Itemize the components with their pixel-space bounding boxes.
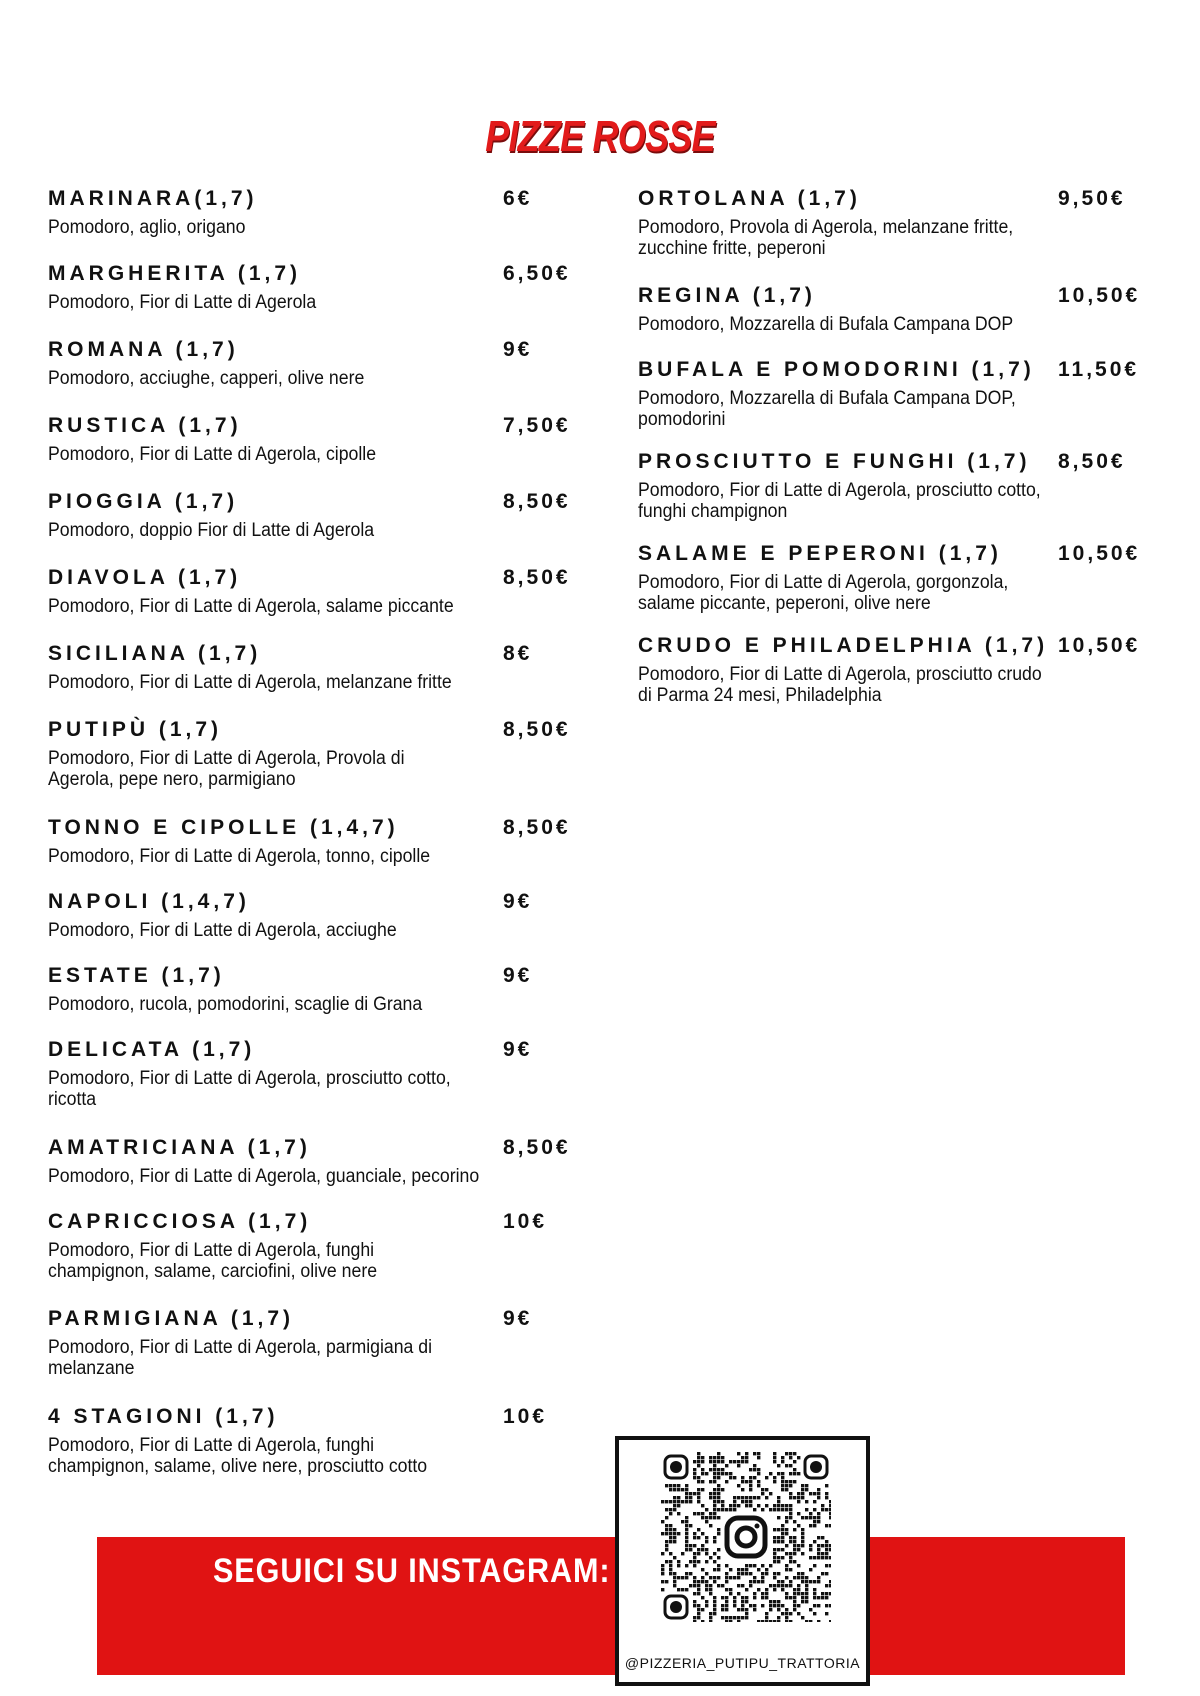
menu-item-amatriciana-1-7	[48, 1136, 571, 1187]
item-name: ESTATE (1,7)	[48, 964, 225, 987]
item-description: Pomodoro, Fior di Latte di Agerola, tonno, cipolle	[48, 846, 431, 867]
item-price: 10,50€	[1058, 634, 1141, 657]
item-name: PUTIPÙ (1,7)	[48, 718, 223, 741]
page-title: PIZZE ROSSE	[485, 112, 715, 161]
menu-item-romana-1-7	[48, 338, 533, 389]
menu-item-salame-e-peperoni-1-7	[638, 542, 1141, 614]
menu-item-siciliana-1-7	[48, 642, 533, 693]
item-price: 8,50€	[503, 566, 571, 589]
item-description: Pomodoro, Mozzarella di Bufala Campana DOP,	[638, 388, 1016, 409]
item-description: Pomodoro, Fior di Latte di Agerola, cipolle	[48, 444, 377, 465]
item-name: CAPRICCIOSA (1,7)	[48, 1210, 312, 1233]
item-description: Pomodoro, Fior di Latte di Agerola, Provola di	[48, 748, 405, 769]
item-price: 6€	[503, 187, 533, 210]
item-description: Pomodoro, rucola, pomodorini, scaglie di Grana	[48, 994, 423, 1015]
menu-item-capricciosa-1-7	[48, 1210, 548, 1282]
menu-item-crudo-e-philadelphia-1-7	[638, 634, 1141, 706]
item-name: NAPOLI (1,4,7)	[48, 890, 250, 913]
item-description: Pomodoro, Fior di Latte di Agerola, funghi	[48, 1435, 375, 1456]
item-price: 9€	[503, 890, 533, 913]
item-description: Pomodoro, Fior di Latte di Agerola, salame piccante	[48, 596, 454, 617]
item-price: 8,50€	[503, 816, 571, 839]
item-description: Pomodoro, doppio Fior di Latte di Agerola	[48, 520, 375, 541]
item-description: di Parma 24 mesi, Philadelphia	[638, 685, 882, 706]
item-price: 10€	[503, 1210, 548, 1233]
item-name: AMATRICIANA (1,7)	[48, 1136, 311, 1159]
item-name: PROSCIUTTO E FUNGHI (1,7)	[638, 450, 1031, 473]
item-price: 8,50€	[503, 490, 571, 513]
item-description: Pomodoro, aglio, origano	[48, 217, 246, 238]
menu-item-rustica-1-7	[48, 414, 571, 465]
item-description: Pomodoro, Fior di Latte di Agerola, acciughe	[48, 920, 397, 941]
item-name: CRUDO E PHILADELPHIA (1,7)	[638, 634, 1049, 657]
item-name: MARINARA(1,7)	[48, 187, 258, 210]
item-description: Agerola, pepe nero, parmigiano	[48, 769, 296, 790]
item-description: salame piccante, peperoni, olive nere	[638, 593, 931, 614]
menu-item-margherita-1-7	[48, 262, 571, 313]
item-name: ORTOLANA (1,7)	[638, 187, 861, 210]
item-price: 10,50€	[1058, 542, 1141, 565]
item-description: Pomodoro, Fior di Latte di Agerola, prosciutto cotto,	[638, 480, 1041, 501]
item-price: 9€	[503, 964, 533, 987]
instagram-qr-card[interactable]	[615, 1436, 870, 1686]
instagram-handle[interactable]: @PIZZERIA_PUTIPU_TRATTORIA	[624, 1655, 861, 1671]
menu-item-parmigiana-1-7	[48, 1307, 533, 1379]
item-name: BUFALA E POMODORINI (1,7)	[638, 358, 1035, 381]
item-description: Pomodoro, Fior di Latte di Agerola, prosciutto crudo	[638, 664, 1042, 685]
qr-code[interactable]	[661, 1452, 831, 1622]
item-name: PIOGGIA (1,7)	[48, 490, 239, 513]
item-name: RUSTICA (1,7)	[48, 414, 242, 437]
item-description: Pomodoro, Provola di Agerola, melanzane fritte,	[638, 217, 1014, 238]
item-price: 11,50€	[1058, 358, 1140, 381]
item-description: Pomodoro, acciughe, capperi, olive nere	[48, 368, 365, 389]
item-price: 6,50€	[503, 262, 571, 285]
item-name: REGINA (1,7)	[638, 284, 816, 307]
item-description: Pomodoro, Fior di Latte di Agerola, guanciale, pecorino	[48, 1166, 480, 1187]
item-description: Pomodoro, Fior di Latte di Agerola, melanzane fritte	[48, 672, 452, 693]
menu-item-putip-1-7	[48, 718, 571, 790]
menu-item-bufala-e-pomodorini-1-7	[638, 358, 1140, 430]
item-price: 9€	[503, 1307, 533, 1330]
menu-item-tonno-e-cipolle-1-4-7	[48, 816, 571, 867]
item-description: funghi champignon	[638, 501, 788, 522]
item-description: ricotta	[48, 1089, 97, 1110]
item-price: 8€	[503, 642, 533, 665]
item-price: 7,50€	[503, 414, 571, 437]
item-price: 8,50€	[503, 1136, 571, 1159]
menu-item-delicata-1-7	[48, 1038, 533, 1110]
banner-text: SEGUICI SU INSTAGRAM:	[213, 1552, 611, 1590]
menu-item-napoli-1-4-7	[48, 890, 533, 941]
item-name: MARGHERITA (1,7)	[48, 262, 301, 285]
menu-item-ortolana-1-7	[638, 187, 1126, 259]
item-name: DELICATA (1,7)	[48, 1038, 256, 1061]
item-name: TONNO E CIPOLLE (1,4,7)	[48, 816, 399, 839]
menu-item-marinara-1-7	[48, 187, 533, 238]
item-name: PARMIGIANA (1,7)	[48, 1307, 295, 1330]
menu-item-regina-1-7	[638, 284, 1141, 335]
item-description: pomodorini	[638, 409, 726, 430]
item-description: Pomodoro, Fior di Latte di Agerola, gorgonzola,	[638, 572, 1009, 593]
item-description: Pomodoro, Fior di Latte di Agerola, prosciutto cotto,	[48, 1068, 451, 1089]
menu-item-estate-1-7	[48, 964, 533, 1015]
item-description: Pomodoro, Fior di Latte di Agerola	[48, 292, 317, 313]
item-description: Pomodoro, Mozzarella di Bufala Campana DOP	[638, 314, 1014, 335]
item-description: Pomodoro, Fior di Latte di Agerola, parmigiana di	[48, 1337, 433, 1358]
item-name: ROMANA (1,7)	[48, 338, 239, 361]
item-name: SICILIANA (1,7)	[48, 642, 262, 665]
item-price: 8,50€	[503, 718, 571, 741]
item-description: melanzane	[48, 1358, 135, 1379]
item-description: champignon, salame, carciofini, olive nere	[48, 1261, 378, 1282]
item-price: 10,50€	[1058, 284, 1141, 307]
item-description: zucchine fritte, peperoni	[638, 238, 826, 259]
item-name: DIAVOLA (1,7)	[48, 566, 242, 589]
item-description: champignon, salame, olive nere, prosciutto cotto	[48, 1456, 428, 1477]
item-name: SALAME E PEPERONI (1,7)	[638, 542, 1002, 565]
item-name: 4 STAGIONI (1,7)	[48, 1405, 279, 1428]
item-price: 10€	[503, 1405, 548, 1428]
item-price: 9,50€	[1058, 187, 1126, 210]
menu-item-pioggia-1-7	[48, 490, 571, 541]
item-price: 8,50€	[1058, 450, 1126, 473]
menu-item-4-stagioni-1-7	[48, 1405, 548, 1477]
item-price: 9€	[503, 1038, 533, 1061]
item-description: Pomodoro, Fior di Latte di Agerola, funghi	[48, 1240, 375, 1261]
instagram-icon	[722, 1513, 770, 1561]
menu-item-prosciutto-e-funghi-1-7	[638, 450, 1126, 522]
item-price: 9€	[503, 338, 533, 361]
menu-item-diavola-1-7	[48, 566, 571, 617]
